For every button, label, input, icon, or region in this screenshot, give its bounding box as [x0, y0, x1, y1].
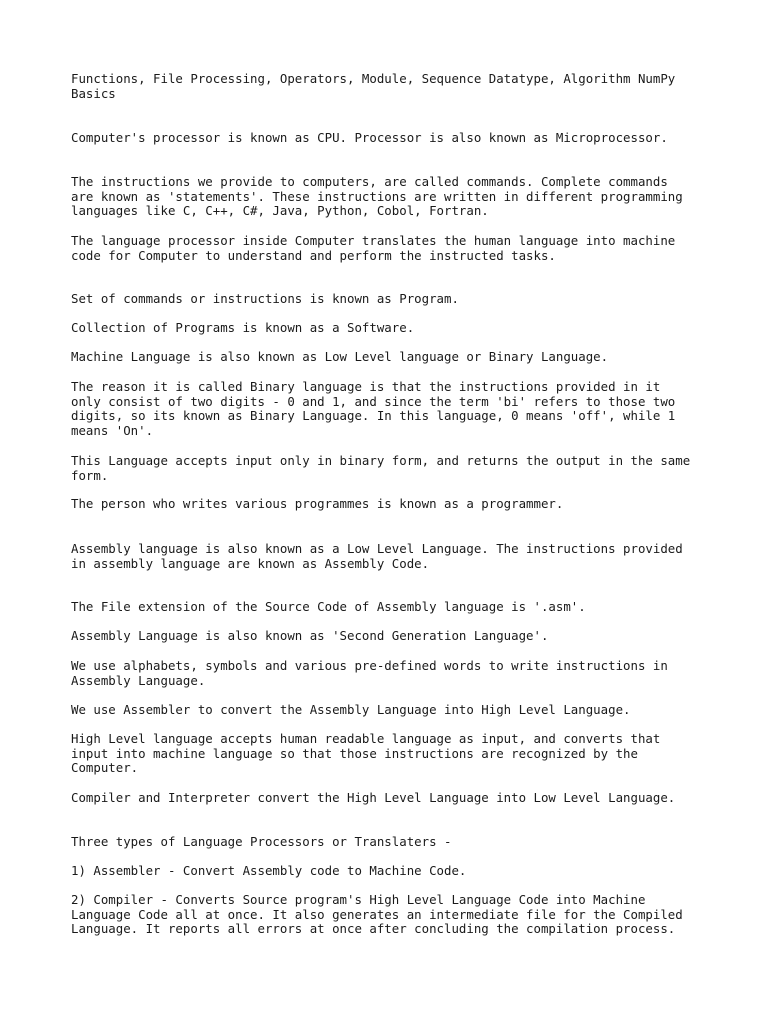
paragraph-compiler-interpreter: Compiler and Interpreter convert the High Level Language into Low Level Language.	[71, 790, 676, 805]
list-item-compiler: 2) Compiler - Converts Source program's High Level Language Code into Machine Language Code all at once. It also generates an intermediate file for the Compiled Language. It reports all errors at once after concluding the compilation process.	[71, 892, 683, 937]
paragraph-asm-extension: The File extension of the Source Code of Assembly language is '.asm'.	[71, 599, 586, 614]
paragraph-commands: The instructions we provide to computers, are called commands. Complete commands are known as 'statements'. These instructions are written in different programming languages like C, C++, C#, Java, Python, Cobol, Fortran.	[71, 174, 683, 219]
paragraph-machine-language: Machine Language is also known as Low Level language or Binary Language.	[71, 349, 609, 364]
paragraph-assembly-symbols: We use alphabets, symbols and various pre-defined words to write instructions in Assembly Language.	[71, 658, 668, 688]
paragraph-binary-reason: The reason it is called Binary language is that the instructions provided in it only consist of two digits - 0 and 1, and since the term 'bi' refers to those two digits, so its known as Binary Language. In this language, 0 means 'off', while 1 means 'On'.	[71, 379, 676, 438]
paragraph-processor-types: Three types of Language Processors or Translaters -	[71, 834, 452, 849]
paragraph-high-level: High Level language accepts human readable language as input, and converts that input into machine language so that those instructions are recognized by the Computer.	[71, 731, 661, 776]
paragraph-programmer: The person who writes various programmes is known as a programmer.	[71, 496, 564, 511]
paragraph-language-processor: The language processor inside Computer translates the human language into machine code for Computer to understand and perform the instructed tasks.	[71, 233, 676, 263]
paragraph-second-generation: Assembly Language is also known as 'Second Generation Language'.	[71, 628, 549, 643]
paragraph-cpu: Computer's processor is known as CPU. Processor is also known as Microprocessor.	[71, 130, 668, 145]
paragraph-assembler: We use Assembler to convert the Assembly Language into High Level Language.	[71, 702, 631, 717]
paragraph-program: Set of commands or instructions is known as Program.	[71, 291, 459, 306]
list-item-assembler: 1) Assembler - Convert Assembly code to Machine Code.	[71, 863, 467, 878]
paragraph-software: Collection of Programs is known as a Software.	[71, 320, 415, 335]
paragraph-assembly-language: Assembly language is also known as a Low Level Language. The instructions provided in assembly language are known as Assembly Code.	[71, 541, 683, 571]
paragraph-binary-input: This Language accepts input only in binary form, and returns the output in the same form.	[71, 453, 691, 483]
document-heading: Functions, File Processing, Operators, Module, Sequence Datatype, Algorithm NumPy Basics	[71, 71, 676, 101]
